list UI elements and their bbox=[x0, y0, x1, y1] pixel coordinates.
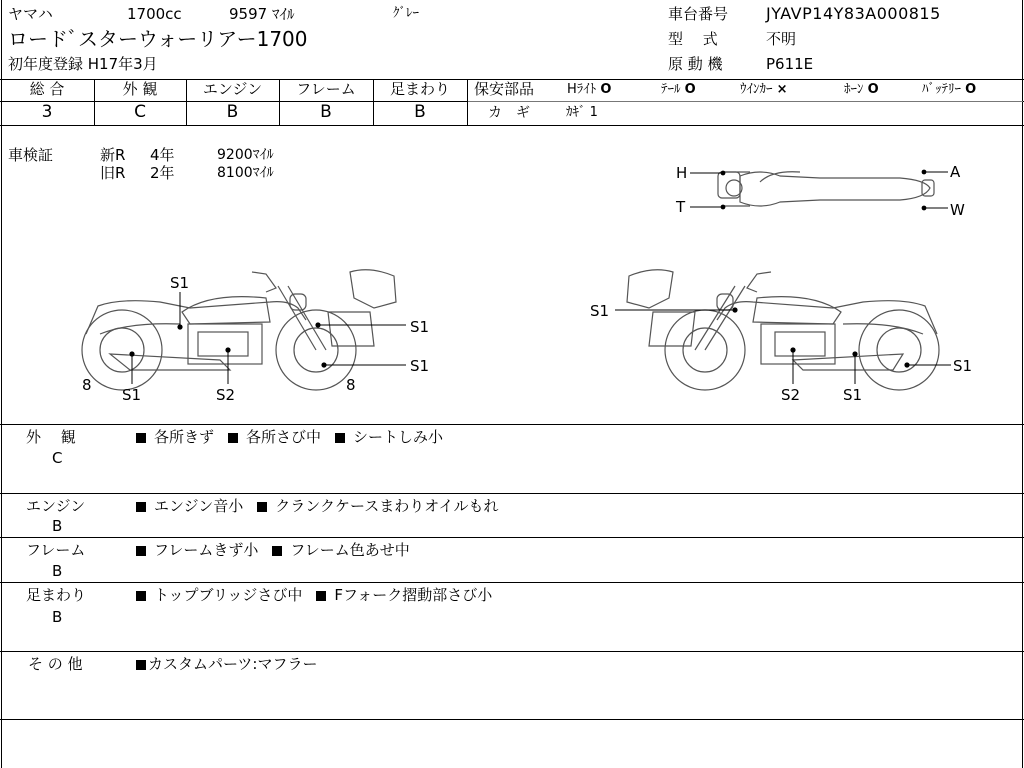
inspection-old-years: 2年 bbox=[150, 164, 175, 182]
windshield-bag bbox=[649, 312, 695, 346]
remark-label-engine: エンジン bbox=[26, 497, 86, 515]
remark-item: フレームきず小 bbox=[154, 541, 259, 559]
grid-line bbox=[0, 651, 1024, 652]
maker: ヤマハ bbox=[8, 5, 53, 23]
vin-value: JYAVP14Y83A000815 bbox=[766, 4, 941, 23]
windshield-bag bbox=[328, 312, 374, 346]
handlebar bbox=[747, 272, 771, 292]
bullet-square bbox=[136, 591, 146, 601]
remark-item: カスタムパーツ:マフラー bbox=[148, 655, 318, 673]
safety-item-mark: × bbox=[776, 82, 788, 97]
marker-s1: S1 bbox=[953, 357, 973, 375]
remark-item: 各所さび中 bbox=[246, 428, 322, 446]
remark-item: シートしみ小 bbox=[353, 428, 444, 446]
remark-items-suspension bbox=[136, 588, 506, 603]
marker-h: H bbox=[676, 164, 688, 182]
handlebar bbox=[252, 272, 276, 292]
marker-s1: S1 bbox=[410, 357, 430, 375]
seat bbox=[843, 324, 923, 334]
marker-t: T bbox=[676, 198, 686, 216]
bullet-square bbox=[335, 433, 345, 443]
first-registration: 初年度登録 H17年3月 bbox=[8, 55, 158, 73]
grid-line bbox=[467, 79, 468, 125]
inspection-old-miles: 8100ﾏｲﾙ bbox=[217, 165, 274, 181]
marker-s1: S1 bbox=[843, 386, 863, 404]
remark-label-other: そ の 他 bbox=[28, 655, 83, 673]
top-view-body bbox=[740, 172, 930, 206]
type-label: 型 式 bbox=[668, 30, 718, 48]
grade-header-suspension: 足まわり bbox=[389, 80, 450, 98]
engine-value: P611E bbox=[766, 55, 814, 73]
grade-header-engine: エンジン bbox=[202, 80, 263, 98]
bullet-square bbox=[136, 660, 146, 670]
safety-item-mark: O bbox=[600, 82, 612, 97]
rear-wheel bbox=[859, 310, 939, 390]
grid-line bbox=[0, 537, 1024, 538]
grade-header-frame: フレーム bbox=[296, 80, 356, 98]
remark-item: Fフォーク摺動部さび小 bbox=[334, 586, 493, 604]
engine-label: 原 動 機 bbox=[668, 55, 723, 73]
color: ｸﾞﾚｰ bbox=[393, 6, 419, 21]
marker-s2: S2 bbox=[216, 386, 236, 404]
grade-total: 3 bbox=[41, 102, 53, 122]
grid-line bbox=[0, 424, 1024, 425]
inspection-new-kind: 新R bbox=[100, 146, 126, 164]
grid-line bbox=[467, 101, 1023, 102]
displacement: 1700cc bbox=[127, 5, 182, 23]
marker-s2: S2 bbox=[781, 386, 801, 404]
engine-cylinder bbox=[775, 332, 825, 356]
grid-line bbox=[0, 493, 1024, 494]
grade-frame: B bbox=[320, 102, 332, 122]
motorcycle-right-side-diagram bbox=[585, 262, 985, 412]
grade-header-exterior: 外 観 bbox=[122, 80, 158, 98]
grade-engine: B bbox=[226, 102, 239, 122]
safety-battery bbox=[922, 83, 976, 96]
safety-item-name: ﾎｰﾝ bbox=[844, 82, 864, 97]
bullet-square bbox=[136, 546, 146, 556]
remark-item: クランクケースまわりオイルもれ bbox=[275, 497, 499, 515]
safety-headlight bbox=[567, 83, 611, 96]
bullet-square bbox=[136, 502, 146, 512]
marker-s1: S1 bbox=[170, 274, 190, 292]
inspection-new-miles: 9200ﾏｲﾙ bbox=[217, 147, 274, 163]
safety-item-mark: O bbox=[965, 82, 977, 97]
cowl bbox=[627, 270, 673, 308]
bullet-square bbox=[272, 546, 282, 556]
remark-grade-engine: B bbox=[52, 517, 63, 535]
bullet-square bbox=[316, 591, 326, 601]
body-line bbox=[86, 301, 306, 334]
grid-line bbox=[0, 719, 1024, 720]
remark-grade-exterior: C bbox=[52, 449, 63, 467]
remark-grade-frame: B bbox=[52, 562, 63, 580]
remark-grade-suspension: B bbox=[52, 608, 63, 626]
motorcycle-top-view-diagram bbox=[660, 150, 980, 230]
safety-item-mark: O bbox=[684, 82, 696, 97]
type-value: 不明 bbox=[766, 30, 797, 48]
inspection-label: 車検証 bbox=[8, 146, 54, 164]
safety-item-name: ﾃｰﾙ bbox=[661, 82, 681, 97]
rear-wheel-hub bbox=[100, 328, 144, 372]
key-label: カ ギ bbox=[488, 105, 530, 121]
remark-label-suspension: 足まわり bbox=[26, 586, 87, 604]
engine-block bbox=[188, 324, 262, 364]
inspection-new-years: 4年 bbox=[150, 146, 175, 164]
safety-item-name: ｳｲﾝｶｰ bbox=[740, 82, 773, 97]
marker-8: 8 bbox=[346, 376, 356, 394]
bullet-square bbox=[228, 433, 238, 443]
marker-s1: S1 bbox=[590, 302, 610, 320]
vin-label: 車台番号 bbox=[668, 5, 729, 23]
marker-s1: S1 bbox=[410, 318, 430, 336]
fuel-tank bbox=[753, 297, 841, 324]
safety-item-name: Hﾗｲﾄ bbox=[567, 82, 597, 97]
marker-s1: S1 bbox=[122, 386, 142, 404]
safety-tail bbox=[661, 83, 696, 96]
bullet-square bbox=[136, 433, 146, 443]
remark-item: トップブリッジさび中 bbox=[154, 586, 303, 604]
remark-label-frame: フレーム bbox=[26, 541, 86, 559]
safety-label: 保安部品 bbox=[474, 80, 535, 98]
rear-wheel bbox=[82, 310, 162, 390]
marker-a: A bbox=[950, 163, 961, 181]
inspection-old-kind: 旧R bbox=[100, 164, 126, 182]
safety-horn bbox=[844, 83, 879, 96]
key-value: ｶｷﾞ 1 bbox=[566, 105, 598, 120]
engine-cylinder bbox=[198, 332, 248, 356]
remark-items-frame bbox=[136, 543, 424, 558]
marker-w: W bbox=[950, 201, 965, 219]
grid-line bbox=[0, 125, 1024, 126]
grade-header-total: 総 合 bbox=[29, 80, 65, 98]
seat bbox=[100, 324, 180, 334]
remark-items-exterior bbox=[136, 430, 457, 445]
grade-exterior: C bbox=[134, 102, 146, 122]
remark-items-engine bbox=[136, 499, 512, 514]
grade-suspension: B bbox=[414, 102, 426, 122]
model-name: ロードﾞスターウォーリアー1700 bbox=[8, 27, 308, 51]
remark-item: 各所きず bbox=[154, 428, 215, 446]
motorcycle-left-side-diagram bbox=[70, 262, 450, 412]
frame-right-border bbox=[1022, 0, 1023, 768]
fuel-tank bbox=[182, 297, 270, 324]
remark-items-other bbox=[136, 657, 331, 672]
grid-line bbox=[0, 582, 1024, 583]
marker-8: 8 bbox=[82, 376, 92, 394]
cowl bbox=[350, 270, 396, 308]
front-fork bbox=[278, 286, 316, 350]
safety-item-name: ﾊﾞｯﾃﾘｰ bbox=[922, 82, 961, 97]
safety-winker bbox=[740, 83, 788, 96]
safety-item-mark: O bbox=[867, 82, 879, 97]
front-fork bbox=[288, 286, 326, 350]
remark-item: エンジン音小 bbox=[154, 497, 244, 515]
remark-item: フレーム色あせ中 bbox=[290, 541, 410, 559]
remark-label-exterior: 外 観 bbox=[26, 428, 76, 446]
mileage: 9597 ﾏｲﾙ bbox=[229, 5, 295, 23]
bullet-square bbox=[257, 502, 267, 512]
